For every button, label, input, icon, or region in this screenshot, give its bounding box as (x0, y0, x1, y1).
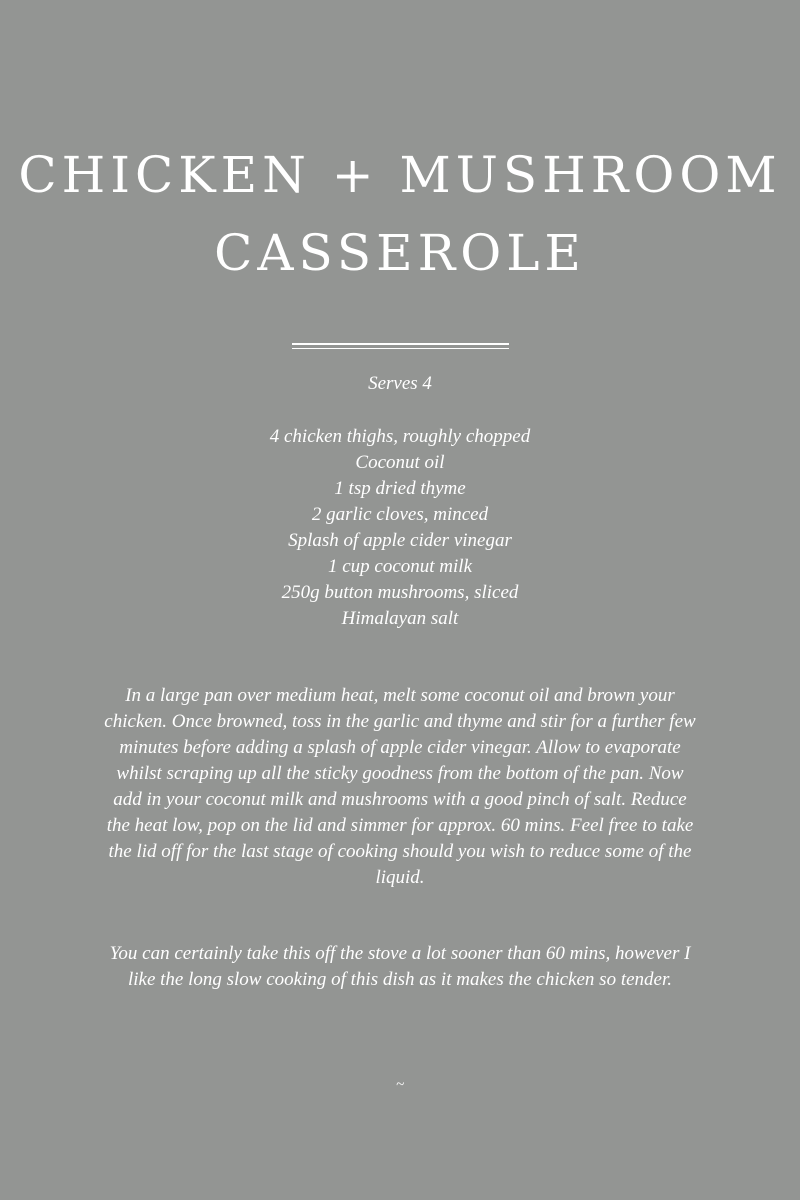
ingredient-item: Coconut oil (355, 452, 445, 473)
recipe-title-line-1: CHICKEN + MUSHROOM (18, 146, 782, 204)
end-mark: ~ (395, 1077, 405, 1093)
ingredient-item: 1 tsp dried thyme (334, 478, 466, 499)
ingredient-item: Splash of apple cider vinegar (288, 530, 512, 551)
ingredient-item: 250g button mushrooms, sliced (281, 582, 519, 603)
ingredient-item: 4 chicken thighs, roughly chopped (269, 426, 531, 447)
ingredient-item: Himalayan salt (341, 608, 459, 629)
ingredient-list (0, 424, 800, 632)
recipe-title-line-2: CASSEROLE (214, 224, 586, 282)
title-divider-top (292, 343, 509, 345)
recipe-title (0, 136, 800, 292)
ingredient-item: 1 cup coconut milk (327, 556, 473, 577)
servings-text: Serves 4 (368, 373, 432, 394)
method-paragraph-1: In a large pan over medium heat, melt some coconut oil and brown your chicken. Once browned, toss in the garlic and thyme and stir for a further few minutes before adding a splash of apple cider vinegar. Allow to evaporate whilst scraping up all the sticky goodness from the bottom of the pan. Now add in your coconut milk and mushrooms with a good pinch of salt. Reduce the heat low, pop on the lid and simmer for approx. 60 mins. Feel free to take the lid off for the last stage of cooking should you wish to reduce some of the liquid. (104, 685, 696, 888)
ingredient-item: 2 garlic cloves, minced (311, 504, 489, 525)
method-paragraph-2: You can certainly take this off the stove a lot sooner than 60 mins, however I like the long slow cooking of this dish as it makes the chicken so tender. (109, 943, 691, 990)
title-divider-bottom (292, 348, 509, 349)
